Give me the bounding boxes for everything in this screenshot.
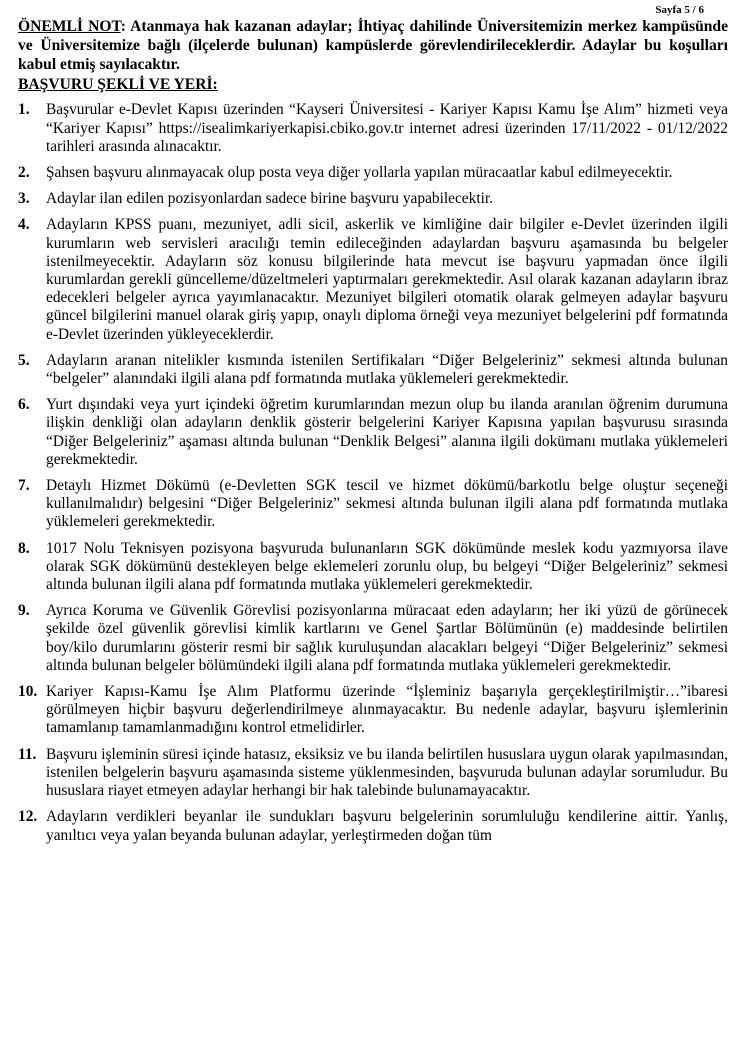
list-item-text: Detaylı Hizmet Dökümü (e-Devletten SGK tescil ve hizmet dökümü/barkotlu belge oluştur seçeneği kullanılmalıdır) belgesini “Diğer Belgeleriniz” sekmesi altında bulunan ilgili alana pdf formatında mutlaka yüklemeleri gerekmektedir. — [46, 477, 728, 531]
important-note-label: ÖNEMLİ NOT — [18, 18, 121, 35]
list-item — [18, 396, 728, 469]
list-item-text: Başvurular e-Devlet Kapısı üzerinden “Kayseri Üniversitesi - Kariyer Kapısı Kamu İşe Alım” hizmeti veya “Kariyer Kapısı” https://isealimkariyerkapisi.cbiko.gov.tr internet adresi üzerinden 17/11/2022 - 01/12/2022 tarihleri arasında alınacaktır. — [46, 101, 728, 155]
list-item-text: Yurt dışındaki veya yurt içindeki öğretim kurumlarından mezun olup bu ilanda aranılan öğrenim durumuna ilişkin denkliği olan adayların denklik gösterir belgelerini Kariyer Kapısına yapılan başvurusu sırasında “Diğer Belgeleriniz” aşaması altında bulunan “Denklik Belgesi” alanına ilgili dokümanı mutlaka yüklemeleri gerekmektedir. — [46, 396, 728, 468]
list-item — [18, 808, 728, 844]
list-item-text: Ayrıca Koruma ve Güvenlik Görevlisi pozisyonlarına müracaat eden adayların; her iki yüzü de görünecek şekilde özel güvenlik görevlisi kimlik kartlarını ve Genel Şartlar Bölümünün (e) maddesinde belirtilen boy/kilo durumlarını gösterir resmi bir sağlık kuruluşundan alacakları belgeyi “Diğer Belgeleriniz” sekmesi altında bulunan belgeler bölümündeki ilgili alana pdf formatında mutlaka yüklemeleri gerekmektedir. — [46, 602, 728, 674]
list-item — [18, 477, 728, 532]
list-item — [18, 540, 728, 595]
list-item-text: 1017 Nolu Teknisyen pozisyona başvuruda bulunanların SGK dökümünde meslek kodu yazmıyorsa ilave olarak SGK dökümünü destekleyen belge eklemeleri zorunlu olup, bu belgeyi “Diğer Belgeleriniz” sekmesi altında bulunan ilgili alana pdf formatında mutlaka yüklemeleri gerekmektedir. — [46, 539, 728, 594]
list-item — [18, 683, 728, 738]
list-item — [18, 216, 728, 343]
list-item-number: 7. — [18, 477, 30, 495]
list-item-text: Adayların aranan nitelikler kısmında istenilen Sertifikaları “Diğer Belgeleriniz” sekmesi altında bulunan “belgeler” alanındaki ilgili alana pdf formatında mutlaka yüklemeleri gerekmektedir. — [46, 351, 728, 388]
list-item-number: 4. — [18, 216, 30, 234]
list-item-number: 1. — [18, 101, 30, 119]
list-item-number: 6. — [18, 396, 30, 414]
list-item-number: 12. — [18, 808, 38, 826]
list-item — [18, 602, 728, 675]
list-item-number: 9. — [18, 602, 30, 620]
list-item-text: Başvuru işleminin süresi içinde hatasız, eksiksiz ve bu ilanda belirtilen hususlara uygun olarak yapılmasından, istenilen belgelerin başvuru aşamasında sisteme yüklenmesinden, başvuruda bulunan adaylar sorumludur. Bu hususlara riayet etmeyen adaylar herhangi bir hak talebinde bulunamayacaktır. — [46, 745, 728, 800]
list-item-number: 10. — [18, 683, 38, 701]
list-item-text: Kariyer Kapısı-Kamu İşe Alım Platformu üzerinde “İşleminiz başarıyla gerçekleştirilmiştir…”ibaresi görülmeyen hiçbir başvuru değerlendirilmeye alınmayacaktır. Bu nedenle adaylar, başvuru işlemlerinin tamamlanıp tamamlanmadığını kontrol etmelidirler. — [46, 683, 728, 737]
list-item — [18, 352, 728, 388]
application-rules-list — [18, 101, 728, 844]
list-item-text: Şahsen başvuru alınmayacak olup posta veya diğer yollarla yapılan müracaatlar kabul edilmeyecektir. — [46, 164, 673, 181]
list-item-text: Adaylar ilan edilen pozisyonlardan sadece birine başvuru yapabilecektir. — [46, 190, 494, 208]
list-item — [18, 101, 728, 156]
list-item-number: 3. — [18, 190, 30, 208]
list-item-number: 8. — [18, 539, 30, 557]
page-number: Sayfa 5 / 6 — [655, 4, 704, 16]
list-item — [18, 190, 728, 208]
list-item-number: 11. — [18, 745, 37, 763]
document-body — [18, 18, 728, 853]
list-item-text: Adayların KPSS puanı, mezuniyet, adli sicil, askerlik ve kimliğine dair bilgiler e-Devlet üzerinden ilgili kurumların web servisleri aracılığı temin edileceğinden adaylardan başvuru aşamasında bu belgeler istenilmeyecektir. Adayların söz konusu bilgilerinde hata mevcut ise başvuru yapmadan önce ilgili kurumlardan gerekli güncelleme/düzeltmeleri yaptırmaları gerekmektedir. Asıl olarak kazanan adayların ibraz edecekleri belgeler ayrıca yayımlanacaktır. Mezuniyet bilgileri otomatik olarak gelmeyen adaylar başvuru güncel bilgilerini manuel olarak giriş yapıp, onaylı diploma örneği veya mezuniyet belgelerini pdf formatında e-Devlet üzerinden yükleyeceklerdir. — [46, 216, 728, 343]
important-note-text: : Atanmaya hak kazanan adaylar; İhtiyaç dahilinde Üniversitemizin merkez kampüsünde ve Üniversitemize bağlı (ilçelerde bulunan) kampüslerde görevlendirileceklerdir. Adaylar bu koşulları kabul etmiş sayılacaktır. — [18, 18, 729, 73]
list-item — [18, 164, 728, 182]
section-heading: BAŞVURU ŞEKLİ VE YERİ: — [18, 76, 218, 94]
list-item-number: 2. — [18, 164, 30, 181]
important-note — [18, 18, 728, 74]
list-item-number: 5. — [18, 351, 30, 369]
list-item-text: Adayların verdikleri beyanlar ile sundukları başvuru belgelerinin sorumluluğu kendilerine aittir. Yanlış, yanıltıcı veya yalan beyanda bulunan adaylar, yerleştirmeden doğan tüm — [46, 808, 728, 844]
list-item — [18, 746, 728, 801]
